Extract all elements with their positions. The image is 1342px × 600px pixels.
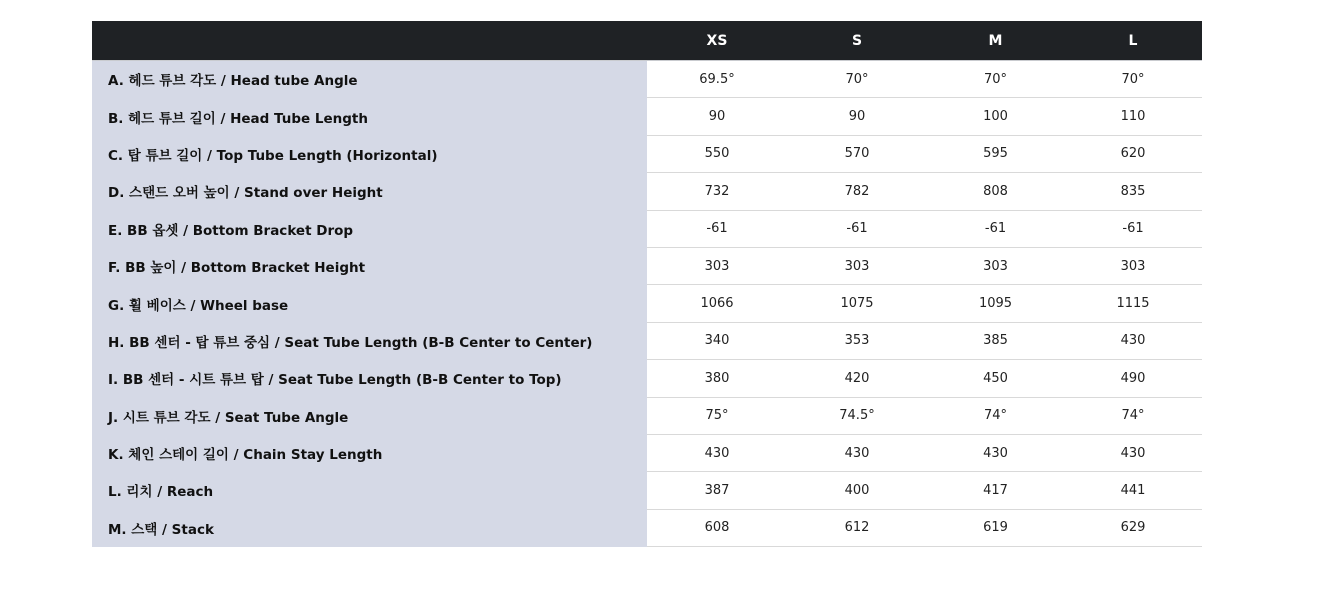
value-cell: -61 xyxy=(787,210,927,247)
value-cell: 70° xyxy=(927,61,1064,98)
row-label: L. 리치 / Reach xyxy=(92,472,647,509)
value-cell: 1095 xyxy=(927,285,1064,322)
value-cell: 570 xyxy=(787,135,927,172)
value-cell: 835 xyxy=(1064,173,1202,210)
value-cell: 619 xyxy=(927,509,1064,546)
row-label: C. 탑 튜브 길이 / Top Tube Length (Horizontal) xyxy=(92,135,647,172)
row-label: H. BB 센터 - 탑 튜브 중심 / Seat Tube Length (B-B Center to Center) xyxy=(92,322,647,359)
value-cell: 74° xyxy=(927,397,1064,434)
header-cell-blank xyxy=(92,21,647,61)
row-label: M. 스택 / Stack xyxy=(92,509,647,546)
geometry-table xyxy=(92,21,1202,547)
value-cell: 90 xyxy=(787,98,927,135)
value-cell: 608 xyxy=(647,509,787,546)
value-cell: -61 xyxy=(1064,210,1202,247)
value-cell: 430 xyxy=(647,434,787,471)
value-cell: 550 xyxy=(647,135,787,172)
row-label: E. BB 옵셋 / Bottom Bracket Drop xyxy=(92,210,647,247)
value-cell: -61 xyxy=(927,210,1064,247)
row-label: F. BB 높이 / Bottom Bracket Height xyxy=(92,247,647,284)
value-cell: 75° xyxy=(647,397,787,434)
value-cell: 353 xyxy=(787,322,927,359)
row-label: G. 휠 베이스 / Wheel base xyxy=(92,285,647,322)
row-label: D. 스탠드 오버 높이 / Stand over Height xyxy=(92,173,647,210)
value-cell: 380 xyxy=(647,360,787,397)
value-cell: 430 xyxy=(1064,322,1202,359)
value-cell: 450 xyxy=(927,360,1064,397)
value-cell: 595 xyxy=(927,135,1064,172)
table-body xyxy=(92,61,1202,547)
value-cell: 430 xyxy=(1064,434,1202,471)
value-cell: 340 xyxy=(647,322,787,359)
value-cell: 303 xyxy=(647,247,787,284)
value-cell: 110 xyxy=(1064,98,1202,135)
value-cell: 69.5° xyxy=(647,61,787,98)
value-cell: 782 xyxy=(787,173,927,210)
table-row xyxy=(92,285,1202,322)
table-row xyxy=(92,472,1202,509)
value-cell: 1066 xyxy=(647,285,787,322)
value-cell: -61 xyxy=(647,210,787,247)
value-cell: 417 xyxy=(927,472,1064,509)
table-row xyxy=(92,135,1202,172)
value-cell: 400 xyxy=(787,472,927,509)
table-row xyxy=(92,173,1202,210)
table-row xyxy=(92,360,1202,397)
value-cell: 420 xyxy=(787,360,927,397)
table-row xyxy=(92,210,1202,247)
value-cell: 441 xyxy=(1064,472,1202,509)
value-cell: 303 xyxy=(787,247,927,284)
value-cell: 100 xyxy=(927,98,1064,135)
row-label: J. 시트 튜브 각도 / Seat Tube Angle xyxy=(92,397,647,434)
table-row xyxy=(92,397,1202,434)
value-cell: 612 xyxy=(787,509,927,546)
value-cell: 629 xyxy=(1064,509,1202,546)
table-row xyxy=(92,98,1202,135)
header-cell-size-xs: XS xyxy=(647,21,787,61)
value-cell: 490 xyxy=(1064,360,1202,397)
value-cell: 74° xyxy=(1064,397,1202,434)
value-cell: 385 xyxy=(927,322,1064,359)
value-cell: 430 xyxy=(787,434,927,471)
value-cell: 70° xyxy=(1064,61,1202,98)
table-row xyxy=(92,434,1202,471)
value-cell: 303 xyxy=(1064,247,1202,284)
value-cell: 1075 xyxy=(787,285,927,322)
value-cell: 387 xyxy=(647,472,787,509)
header-cell-size-m: M xyxy=(927,21,1064,61)
value-cell: 808 xyxy=(927,173,1064,210)
header-cell-size-l: L xyxy=(1064,21,1202,61)
value-cell: 74.5° xyxy=(787,397,927,434)
table-header-row xyxy=(92,21,1202,61)
value-cell: 303 xyxy=(927,247,1064,284)
value-cell: 620 xyxy=(1064,135,1202,172)
value-cell: 732 xyxy=(647,173,787,210)
header-cell-size-s: S xyxy=(787,21,927,61)
value-cell: 90 xyxy=(647,98,787,135)
value-cell: 70° xyxy=(787,61,927,98)
table-header xyxy=(92,21,1202,61)
row-label: I. BB 센터 - 시트 튜브 탑 / Seat Tube Length (B-B Center to Top) xyxy=(92,360,647,397)
table-row xyxy=(92,322,1202,359)
row-label: K. 체인 스테이 길이 / Chain Stay Length xyxy=(92,434,647,471)
table-row xyxy=(92,247,1202,284)
table-row xyxy=(92,509,1202,546)
row-label: B. 헤드 튜브 길이 / Head Tube Length xyxy=(92,98,647,135)
value-cell: 430 xyxy=(927,434,1064,471)
row-label: A. 헤드 튜브 각도 / Head tube Angle xyxy=(92,61,647,98)
value-cell: 1115 xyxy=(1064,285,1202,322)
table-row xyxy=(92,61,1202,98)
